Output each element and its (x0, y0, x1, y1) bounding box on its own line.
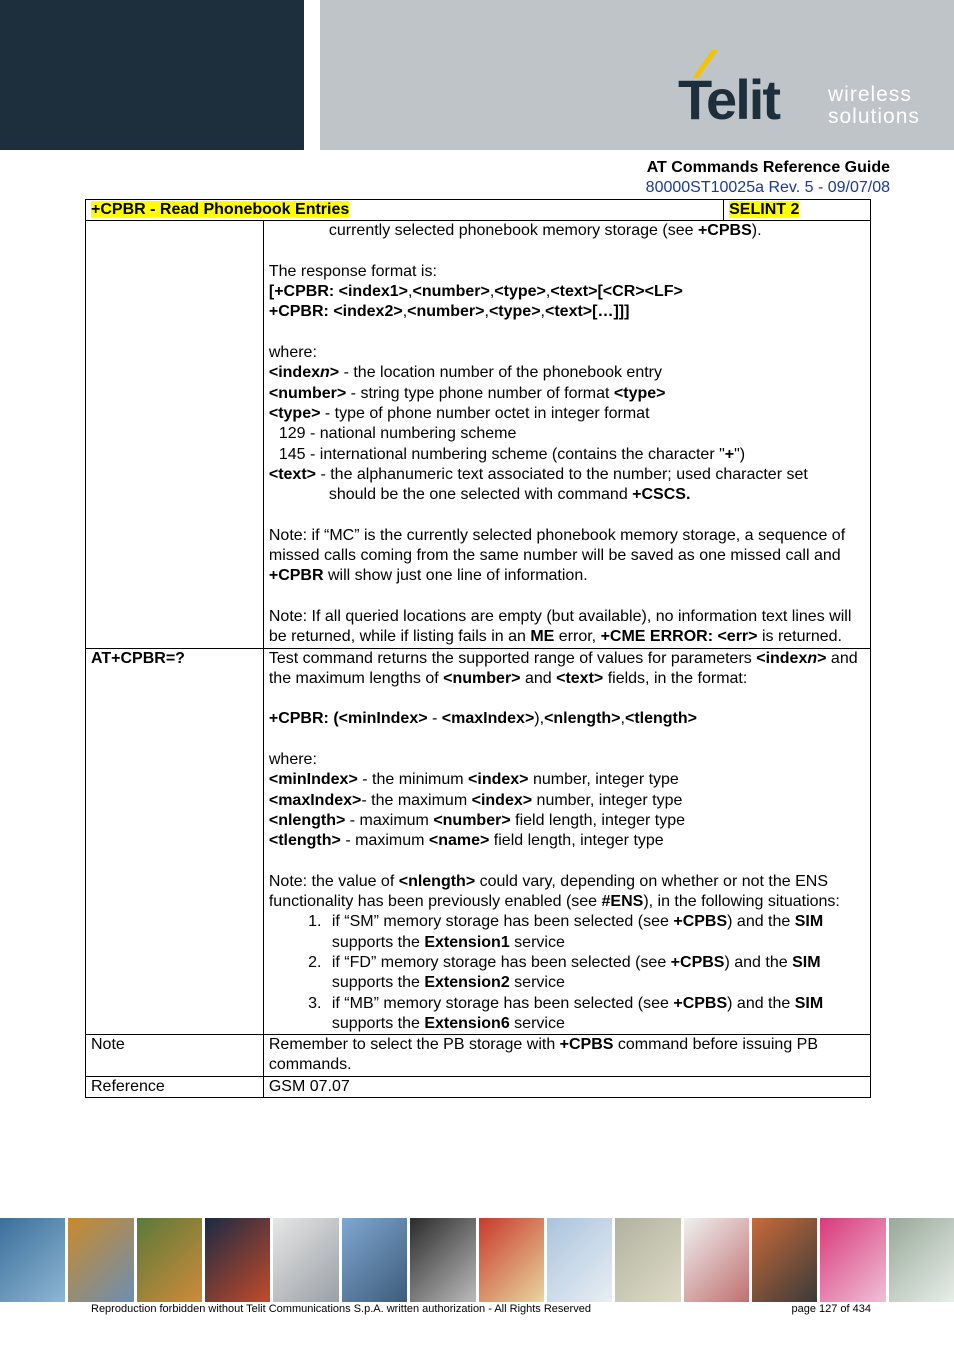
logo-tagline-1: wireless (828, 83, 912, 106)
photo-tile (410, 1218, 475, 1302)
command-table (85, 199, 871, 1098)
photo-tile (205, 1218, 270, 1302)
row-description: Remember to select the PB storage with +CPBS command before issuing PB commands. (263, 1035, 870, 1077)
photo-tile (342, 1218, 407, 1302)
photo-tile (889, 1218, 954, 1302)
photo-tile (137, 1218, 202, 1302)
photo-tile (547, 1218, 612, 1302)
logo-tagline-2: solutions (828, 105, 920, 128)
copyright-notice: Reproduction forbidden without Telit Communications S.p.A. written authorization - All Rights Reserved (91, 1303, 591, 1315)
photo-tile (0, 1218, 65, 1302)
photo-tile (615, 1218, 680, 1302)
table-row (86, 1035, 871, 1077)
row-description: Test command returns the supported range of values for parameters <indexn> and the maximum lengths of <number> and <text> fields, in the format: +CPBR: (<minIndex> - <maxIndex>),<nlength>,<tlength> where: <minIndex> - the minimum <index> number, integer type <maxIndex>- the maximum <index> number, integer type <nlength> - maximum <number> field length, integer type <tlength> - maximum <name> field length, integer type Note: the value of <nlength> could vary, depending on whether or not the ENS functionality has been previously enabled (see #ENS), in the following situations: 1. if “SM” memory storage has been selected (see +CPBS) and the SIM supports the Extension1 service 2. if “FD” memory storage has been selected (see +CPBS) and the SIM supports the Extension2 service 3. if “MB” memory storage has been selected (see +CPBS) and the SIM supports the Extension6 service (263, 648, 870, 1035)
table-row (86, 648, 871, 1035)
logo-wordmark: Telit (678, 68, 779, 131)
guide-reference: 80000ST10025a Rev. 5 - 09/07/08 (645, 179, 890, 196)
situation-list (269, 912, 865, 1034)
list-item: 1. if “SM” memory storage has been selected (see +CPBS) and the SIM supports the Extension1 service (326, 912, 865, 953)
table-header-row (86, 200, 871, 221)
command-title: +CPBR - Read Phonebook Entries (91, 201, 350, 218)
row-label-test-command: AT+CPBR=? (86, 648, 264, 1035)
photo-tile (68, 1218, 133, 1302)
row-description: currently selected phonebook memory storage (see +CPBS). The response format is: [+CPBR: <index1>,<number>,<type>,<text>[<CR><LF> +CPBR: <index2>,<number>,<type>,<text>[…]]] where: <indexn> - the location number of the phonebook entry <number> - string type phone number of format <type> <type> - type of phone number octet in integer format 129 - national numbering scheme 145 - international numbering scheme (contains the character "+") <text> - the alphanumeric text associated to the number; used character set should be the one selected with command +CSCS. Note: if “MC” is the currently selected phonebook memory storage, a sequence of missed calls coming from the same number will be saved as one missed call and +CPBR will show just one line of information. Note: If all queried locations are empty (but available), no information text lines will be returned, while if listing fails in an ME error, +CME ERROR: <err> is returned. (263, 221, 870, 648)
selint-badge: SELINT 2 (729, 201, 800, 218)
table-row (86, 221, 871, 648)
row-label-note: Note (86, 1035, 264, 1077)
page-footer (91, 1302, 871, 1316)
photo-tile (684, 1218, 749, 1302)
photo-tile (820, 1218, 885, 1302)
photo-tile (752, 1218, 817, 1302)
footer-photo-strip (0, 1218, 954, 1302)
table-row (86, 1076, 871, 1097)
logo-tagline (828, 84, 920, 128)
document-title (646, 158, 890, 198)
photo-tile (479, 1218, 544, 1302)
list-item: 2. if “FD” memory storage has been selected (see +CPBS) and the SIM supports the Extension2 service (326, 953, 865, 994)
row-description: GSM 07.07 (263, 1076, 870, 1097)
guide-title: AT Commands Reference Guide (646, 159, 890, 176)
page-number: page 127 of 434 (791, 1303, 871, 1315)
row-label-empty (86, 221, 264, 648)
photo-tile (273, 1218, 338, 1302)
list-item: 3. if “MB” memory storage has been selected (see +CPBS) and the SIM supports the Extension6 service (326, 994, 865, 1035)
row-label-reference: Reference (86, 1076, 264, 1097)
header-dark-panel (0, 0, 304, 150)
telit-logo (678, 50, 928, 130)
